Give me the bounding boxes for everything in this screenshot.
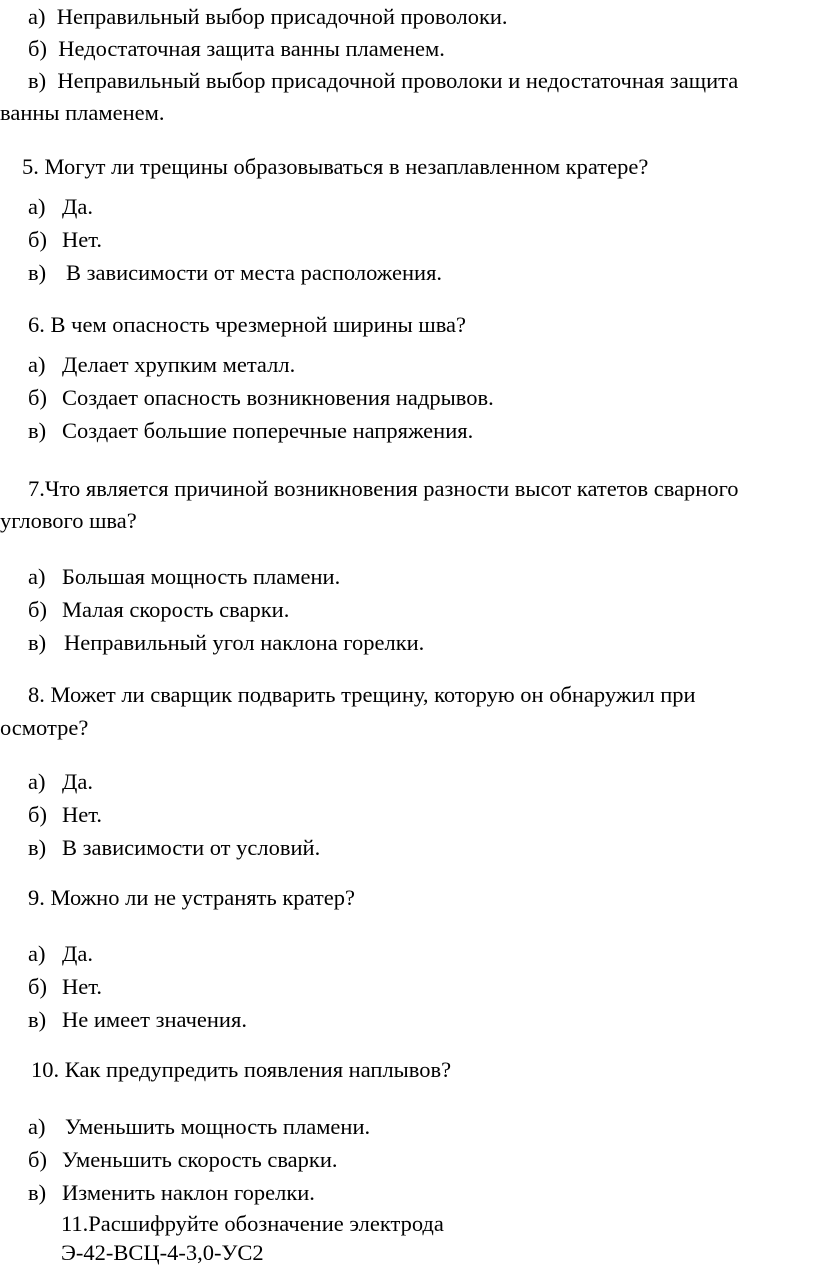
option-letter: б) (28, 227, 47, 252)
option-text: Неправильный выбор присадочной проволоки и недостаточная защита (57, 68, 739, 93)
option-text: Малая скорость сварки. (62, 597, 290, 622)
option-letter: а) (28, 4, 52, 29)
q9-option-b (28, 974, 102, 1000)
option-letter: б) (28, 802, 47, 827)
option-text: Не имеет значения. (62, 1007, 247, 1032)
option-letter: а) (28, 1114, 46, 1139)
q4-option-c (28, 68, 738, 94)
option-letter: в) (28, 630, 47, 655)
option-text: В зависимости от условий. (62, 835, 321, 860)
option-letter: в) (28, 835, 47, 860)
option-text: Недостаточная защита ванны пламенем. (58, 36, 445, 61)
option-text: Да. (62, 194, 93, 219)
option-letter: в) (28, 418, 47, 443)
option-letter: б) (28, 597, 47, 622)
q8-option-b (28, 802, 102, 828)
q7-option-c (28, 630, 424, 656)
option-letter: б) (28, 974, 47, 999)
q8-option-c (28, 835, 320, 861)
option-letter: а) (28, 769, 46, 794)
q7-option-b (28, 597, 289, 623)
q6-option-b (28, 385, 494, 411)
q9-question: 9. Можно ли не устранять кратер? (28, 885, 355, 910)
option-text: Создает опасность возникновения надрывов. (62, 385, 494, 410)
option-letter: б) (28, 36, 53, 61)
q5-option-a (28, 194, 93, 220)
option-letter: в) (28, 1007, 47, 1032)
q5-option-c (28, 260, 442, 286)
q9-option-a (28, 941, 93, 967)
q5-option-b (28, 227, 102, 253)
q7-question-line2: углового шва? (0, 508, 137, 533)
option-letter: в) (28, 260, 47, 285)
q4-option-b (28, 36, 445, 62)
q11-question: 11.Расшифруйте обозначение электрода (61, 1211, 444, 1236)
option-text: Создает большие поперечные напряжения. (62, 418, 474, 443)
option-letter: а) (28, 352, 46, 377)
option-text: Уменьшить мощность пламени. (65, 1114, 371, 1139)
q4-option-a (28, 4, 508, 30)
q10-option-b (28, 1147, 338, 1173)
q11-electrode-code: Э-42-ВСЦ-4-3,0-УС2 (61, 1240, 264, 1265)
option-text: Большая мощность пламени. (62, 564, 341, 589)
q6-option-a (28, 352, 295, 378)
option-letter: б) (28, 385, 47, 410)
option-letter: а) (28, 564, 46, 589)
q8-question-line2: осмотре? (0, 715, 89, 740)
q6-question: 6. В чем опасность чрезмерной ширины шва? (28, 312, 467, 337)
option-text: Да. (62, 941, 93, 966)
q10-option-c (28, 1180, 315, 1206)
q8-question-line1: 8. Может ли сварщик подварить трещину, которую он обнаружил при (28, 682, 696, 707)
option-text: Нет. (62, 974, 103, 999)
q7-question-line1: 7.Что является причиной возникновения разности высот катетов сварного (28, 476, 739, 501)
option-text: Да. (62, 769, 93, 794)
option-letter: а) (28, 194, 46, 219)
option-text: Уменьшить скорость сварки. (62, 1147, 338, 1172)
option-text: В зависимости от места расположения. (66, 260, 443, 285)
q10-question: 10. Как предупредить появления наплывов? (31, 1057, 452, 1082)
option-text: Изменить наклон горелки. (62, 1180, 315, 1205)
q7-option-a (28, 564, 340, 590)
option-text: Неправильный выбор присадочной проволоки. (56, 4, 508, 29)
option-text: Нет. (62, 227, 103, 252)
option-text: Нет. (62, 802, 103, 827)
q4-option-c-continuation: ванны пламенем. (0, 100, 165, 125)
q9-option-c (28, 1007, 247, 1033)
q6-option-c (28, 418, 473, 444)
option-letter: в) (28, 68, 52, 93)
q5-question: 5. Могут ли трещины образовываться в незаплавленном кратере? (22, 154, 649, 179)
option-letter: б) (28, 1147, 47, 1172)
option-text: Неправильный угол наклона горелки. (64, 630, 425, 655)
q10-option-a (28, 1114, 370, 1140)
q8-option-a (28, 769, 93, 795)
option-letter: а) (28, 941, 46, 966)
option-text: Делает хрупким металл. (62, 352, 296, 377)
option-letter: в) (28, 1180, 47, 1205)
